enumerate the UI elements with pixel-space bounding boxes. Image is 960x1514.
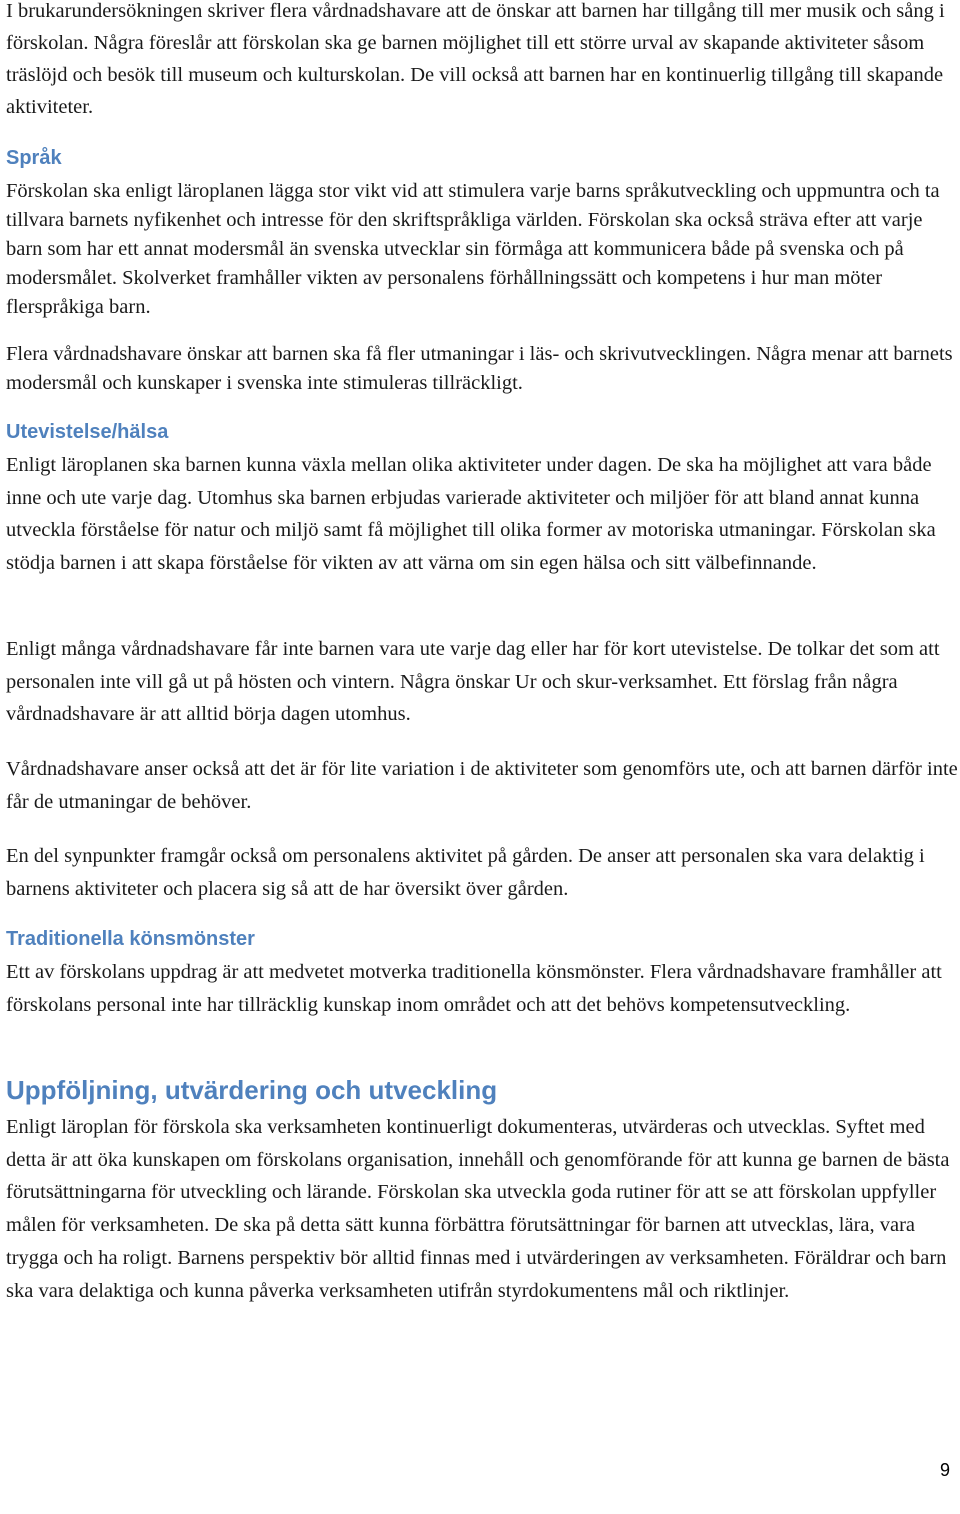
sprak-body xyxy=(6,177,958,322)
traditionella-body xyxy=(6,956,958,1021)
sprak-body-2 xyxy=(6,340,958,398)
traditionella-section xyxy=(6,928,958,951)
sprak-heading: Språk xyxy=(6,147,62,169)
utevistelse-paragraph-3: Vårdnadshavare anser också att det är för lite variation i de aktiviteter som genomförs ute, och att barnen därför inte får de utmaningar de behöver. xyxy=(6,758,958,813)
traditionella-paragraph: Ett av förskolans uppdrag är att medvetet motverka traditionella könsmönster. Flera vårdnadshavare framhåller att förskolans personal inte har tillräcklig kunskap inom området och att det behövs kompetensutveckling. xyxy=(6,961,942,1016)
uppfoljning-body xyxy=(6,1111,958,1307)
sprak-paragraph-2: Flera vårdnadshavare önskar att barnen ska få fler utmaningar i läs- och skrivutvecklingen. Några menar att barnets modersmål och kunskaper i svenska inte stimuleras tillräckligt. xyxy=(6,343,953,394)
sprak-section xyxy=(6,147,958,170)
page-number: 9 xyxy=(940,1460,951,1480)
intro-paragraph: I brukarundersökningen skriver flera vårdnadshavare att de önskar att barnen har tillgång till mer musik och sång i förskolan. Några föreslår att förskolan ska ge barnen möjlighet till ett större urval av skapande aktiviteter såsom träslöjd och besök till museum och kulturskolan. De vill också att barnen har en kontinuerlig tillgång till skapande aktiviteter. xyxy=(6,0,945,118)
intro-section xyxy=(6,0,958,123)
utevistelse-body-3 xyxy=(6,753,958,818)
uppfoljning-paragraph: Enligt läroplan för förskola ska verksamheten kontinuerligt dokumenteras, utvärderas och utvecklas. Syftet med detta är att öka kunskapen om förskolans organisation, innehåll och genomförande för att kunna ge barnen de bästa förutsättningarna för utveckling och lärande. Förskolan ska utveckla goda rutiner för att se att förskolan uppfyller målen för verksamheten. De ska på detta sätt kunna förbättra förutsättningar för barnen att utvecklas, lära, vara trygga och ha roligt. Barnens perspektiv bör alltid finnas med i utvärderingen av verksamheten. Föräldrar och barn ska vara delaktiga och kunna påverka verksamheten utifrån styrdokumentens mål och riktlinjer. xyxy=(6,1116,950,1302)
utevistelse-paragraph-1: Enligt läroplanen ska barnen kunna växla mellan olika aktiviteter under dagen. De ska ha möjlighet att vara både inne och ute varje dag. Utomhus ska barnen erbjudas varierade aktiviteter och miljöer för att bland annat kunna utveckla förståelse för natur och miljö samt få möjlighet till olika former av motoriska utmaningar. Förskolan ska stödja barnen i att skapa förståelse för vikten av att värna om sin egen hälsa och sitt välbefinnande. xyxy=(6,454,936,575)
utevistelse-body-4 xyxy=(6,840,958,905)
utevistelse-paragraph-2: Enligt många vårdnadshavare får inte barnen vara ute varje dag eller har för kort utevistelse. De tolkar det som att personalen inte vill gå ut på hösten och vintern. Några önskar Ur och skur-verksamhet. Ett förslag från några vårdnadshavare är att alltid börja dagen utomhus. xyxy=(6,638,940,726)
utevistelse-heading: Utevistelse/hälsa xyxy=(6,421,169,443)
utevistelse-section xyxy=(6,421,958,444)
uppfoljning-section xyxy=(6,1075,958,1106)
uppfoljning-heading: Uppföljning, utvärdering och utveckling xyxy=(6,1075,498,1105)
sprak-paragraph-1: Förskolan ska enligt läroplanen lägga stor vikt vid att stimulera varje barns språkutveckling och uppmuntra och ta tillvara barnets nyfikenhet och intresse för den skriftspråkliga världen. Förskolan ska också sträva efter att varje barn som har ett annat modersmål än svenska utvecklar sin förmåga att kommunicera både på svenska och på modersmålet. Skolverket framhåller vikten av personalens förhållningssätt och kompetens i hur man möter flerspråkiga barn. xyxy=(6,180,940,318)
utevistelse-body-2 xyxy=(6,633,958,731)
utevistelse-body-1 xyxy=(6,449,958,580)
utevistelse-paragraph-4: En del synpunkter framgår också om personalens aktivitet på gården. De anser att personalen ska vara delaktig i barnens aktiviteter och placera sig så att de har översikt över gården. xyxy=(6,845,925,900)
traditionella-heading: Traditionella könsmönster xyxy=(6,928,255,950)
